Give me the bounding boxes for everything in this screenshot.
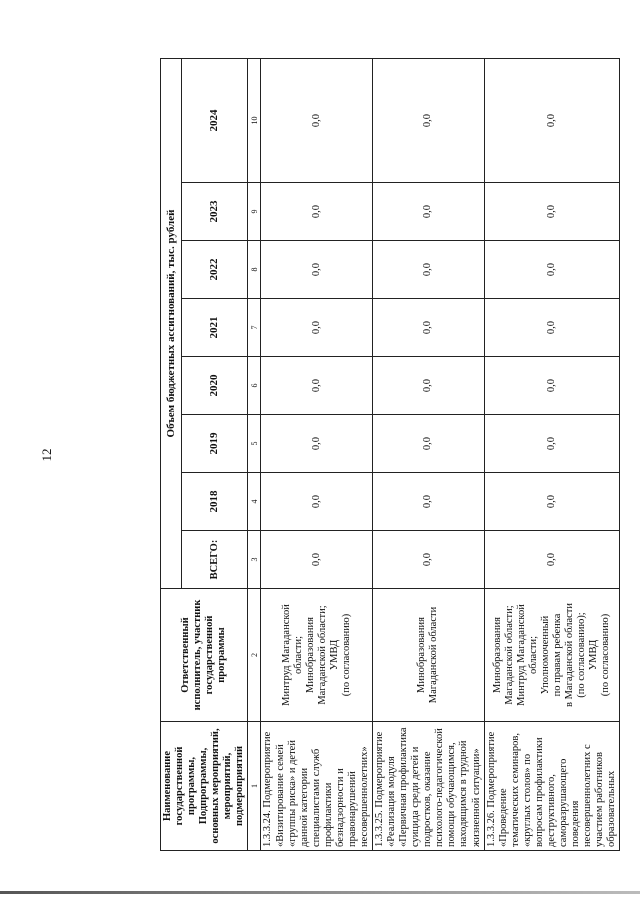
column-index: 5 [248,415,261,473]
executor-line: Минобразования Магаданской области; [304,605,328,705]
executor-line: Минобразования [491,617,503,693]
value-cell: 0,0 [261,183,373,241]
executor-line: Магаданской области; [503,605,515,705]
table-row [484,58,620,850]
column-index: 1 [248,722,261,851]
executor-line: Минобразования [416,617,428,693]
value-cell: 0,0 [484,183,620,241]
scan-edge-line [0,891,640,894]
value-cell: 0,0 [373,415,485,473]
executor-line: (по согласованию); [576,612,588,698]
value-total: 0,0 [373,531,485,589]
executor-line: УМВД [588,639,600,671]
column-index: 9 [248,183,261,241]
value-cell: 0,0 [373,183,485,241]
value-cell: 0,0 [261,58,373,182]
column-index-row [248,58,261,850]
value-cell: 0,0 [261,299,373,357]
header-year: 2018 [181,473,248,531]
column-index: 6 [248,357,261,415]
header-name: Наименование государственной программы, Подпрограммы, основных мероприятий, мероприятий, подмероприятий [161,722,248,851]
value-cell: 0,0 [373,473,485,531]
value-cell: 0,0 [373,241,485,299]
value-cell: 0,0 [484,58,620,182]
value-cell: 0,0 [484,299,620,357]
row-name: 1.3.3.26. Подмероприятие «Проведение тематических семинаров, «круглых столов» по вопросам профилактики деструктивного, саморазрушающего поведения несовершеннолетних с участием работников образовательных [484,722,620,851]
value-cell: 0,0 [484,415,620,473]
value-total: 0,0 [484,531,620,589]
row-name: 1.3.3.25. Подмероприятие «Реализация модуля «Первичная профилактика суицида среди детей и подростков, оказание психолого-педагогической помощи обучающимся, находящимся в трудной жизненной ситуации» [373,722,485,851]
executor-line: Магаданской области [428,606,440,704]
header-year: 2022 [181,241,248,299]
value-cell: 0,0 [484,357,620,415]
executor-line: Уполномоченный [539,615,551,695]
header-budget: Объем бюджетных ассигнований, тыс. рублей [161,58,182,588]
value-cell: 0,0 [484,473,620,531]
header-year: 2021 [181,299,248,357]
value-cell: 0,0 [261,357,373,415]
header-year: 2020 [181,357,248,415]
value-cell: 0,0 [261,473,373,531]
column-index: 3 [248,531,261,589]
value-cell: 0,0 [373,357,485,415]
header-year: 2023 [181,183,248,241]
row-name: 1.3.3.24. Подмероприятие «Визитирование семей «группы риска» и детей данной категории специалистами служб профилактики безнадзорности и правонарушений несовершеннолетних» [261,722,373,851]
column-index: 7 [248,299,261,357]
row-executor [373,589,485,722]
rotated-table-container [160,59,618,851]
executor-line: Минтруд Магаданской области; [515,604,539,706]
executor-line: (по согласованию) [600,613,612,697]
table-row [373,58,485,850]
header-total: ВСЕГО: [181,531,248,589]
column-index: 4 [248,473,261,531]
executor-line: УМВД [328,639,340,671]
page-number: 12 [39,448,54,462]
row-executor [484,589,620,722]
column-index: 8 [248,241,261,299]
value-total: 0,0 [261,531,373,589]
budget-table [160,58,620,851]
value-cell: 0,0 [261,241,373,299]
table-row [261,58,373,850]
executor-line: в Магаданской области [563,603,575,707]
column-index: 2 [248,589,261,722]
header-year: 2019 [181,415,248,473]
value-cell: 0,0 [373,299,485,357]
header-executor: Ответственный исполнитель, участник государственной программы [161,589,248,722]
value-cell: 0,0 [261,415,373,473]
row-executor [261,589,373,722]
header-year: 2024 [181,58,248,182]
value-cell: 0,0 [484,241,620,299]
executor-line: по правам ребенка [551,613,563,697]
executor-line: Минтруд Магаданской области; [280,604,304,706]
column-index: 10 [248,58,261,182]
value-cell: 0,0 [373,58,485,182]
executor-line: (по согласованию) [340,613,352,697]
